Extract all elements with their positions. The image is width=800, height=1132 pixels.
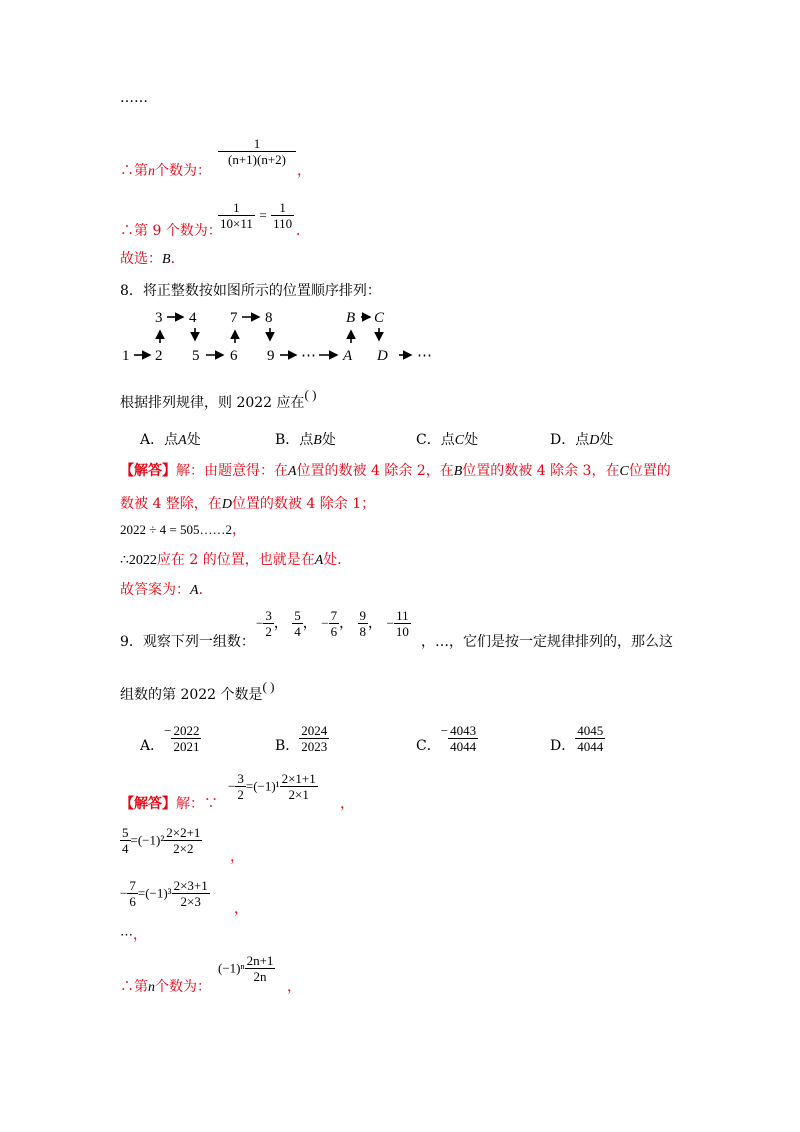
ellipsis-text: …… xyxy=(120,90,148,106)
step-rhs-num: 2×1+1 xyxy=(281,771,316,786)
q7-ninth-num: 1 xyxy=(233,200,240,215)
diagram-bottom-8: ⋯ xyxy=(417,348,432,364)
diagram-top-1: 4 xyxy=(189,310,197,326)
option-pre: 点 xyxy=(299,432,314,448)
q9-nth-formula xyxy=(218,954,275,983)
seq-sep: ， xyxy=(302,615,317,632)
q9-nth-var: n xyxy=(148,980,155,995)
q7-nth-den: (n+1)(n+2) xyxy=(218,151,296,166)
option-post: 处 xyxy=(186,432,201,448)
option-letter: A． xyxy=(140,738,165,754)
q8-calc-comma: ， xyxy=(231,522,246,538)
q7-ninth-label: ∴第 9 个数为： xyxy=(120,223,222,239)
seq-num: 7 xyxy=(330,608,338,623)
q8-calc-expr: 2022 ÷ 4 = 505……2 xyxy=(120,522,232,537)
diagram-bottom-7: D xyxy=(377,348,388,364)
step-pow: (−1)² xyxy=(137,832,165,848)
q9-option-a[interactable] xyxy=(140,724,201,753)
q9-step-1 xyxy=(228,772,318,801)
q8-ans-var-a: A xyxy=(288,464,297,479)
q7-ninth-expression xyxy=(218,201,294,230)
q8-concl-math: ∴2022 xyxy=(120,553,157,568)
q9-nth-line xyxy=(120,980,211,995)
diagram-bottom-4: 9 xyxy=(267,348,275,364)
answer-tag: 【解答】 xyxy=(120,796,176,812)
option-var: C xyxy=(454,433,465,448)
q7-nth-fraction xyxy=(218,137,296,166)
answer-tag: 【解答】 xyxy=(120,463,176,479)
q8-concl-a: 应在 2 的位置，也就是在 xyxy=(156,552,315,568)
seq-den: 10 xyxy=(395,624,409,639)
seq-sign: − xyxy=(256,615,264,631)
option-letter: D． xyxy=(550,738,576,754)
step-lhs-den: 2 xyxy=(237,787,244,802)
step-lhs-num: 7 xyxy=(129,878,136,893)
q9-paren: ( ) xyxy=(262,679,275,694)
step-rhs-num: 2×2+1 xyxy=(166,825,201,840)
step-sign: − xyxy=(120,885,128,901)
seq-num: 3 xyxy=(265,608,272,623)
seq-den: 4 xyxy=(294,624,301,639)
q7-choose-end: ． xyxy=(170,251,185,267)
q8-final-end: ． xyxy=(198,582,213,598)
option-den: 2021 xyxy=(173,739,200,754)
q9-step-3 xyxy=(120,879,210,908)
option-letter: C． xyxy=(416,738,441,754)
q9-option-b[interactable] xyxy=(275,724,329,753)
q8-concl-b: 处． xyxy=(323,552,352,568)
option-letter: C． xyxy=(416,432,441,448)
option-den: 4044 xyxy=(577,739,604,754)
seq-den: 8 xyxy=(359,624,367,639)
q7-choose-label: 故选： xyxy=(120,251,162,267)
q7-choose-line xyxy=(120,252,185,267)
q7-nth-line xyxy=(120,164,211,179)
diagram-bottom-3: 6 xyxy=(230,348,238,364)
q9-nth-suffix: 个数为： xyxy=(155,979,211,995)
option-post: 处 xyxy=(599,432,614,448)
q9-nth-num: 2n+1 xyxy=(246,953,274,968)
q7-nth-comma: ， xyxy=(297,163,311,179)
q9-dots-comma: ， xyxy=(133,927,147,943)
q9-stem-a: 9．观察下列一组数： xyxy=(120,634,255,650)
q8-answer-line2 xyxy=(120,497,375,512)
q8-option-c[interactable] xyxy=(416,433,478,448)
option-den: 4044 xyxy=(450,739,477,754)
q9-stem-c: 组数的第 2022 个数是 xyxy=(120,687,263,703)
diagram-bottom-5: ⋯ xyxy=(301,348,316,364)
option-post: 处 xyxy=(321,432,336,448)
diagram-top-5: C xyxy=(374,310,385,326)
diagram-bottom-0: 1 xyxy=(122,348,130,364)
q8-number-arrangement-diagram xyxy=(115,305,445,367)
q8-ans-var-c: C xyxy=(619,464,629,479)
q8-question-text: 根据排列规律，则 2022 应在 xyxy=(120,395,305,411)
q8-ans-l2-a: 数被 4 整除，在 xyxy=(120,496,222,512)
equals-sign: = xyxy=(137,885,146,901)
seq-den: 2 xyxy=(265,624,272,639)
step-pow: (−1)¹ xyxy=(253,778,280,794)
step-lhs-den: 4 xyxy=(122,841,129,856)
seq-num: 5 xyxy=(294,608,301,623)
q9-dots: ⋯ xyxy=(120,927,133,942)
equals-sign: = xyxy=(130,832,138,848)
seq-sep: ， xyxy=(273,615,288,632)
seq-sign: − xyxy=(321,615,329,631)
q7-ninth-num2: 1 xyxy=(279,200,286,215)
q8-paren: ( ) xyxy=(304,387,317,402)
q9-nth-den: 2n xyxy=(245,968,276,983)
q8-conclusion xyxy=(120,553,351,568)
step-rhs-num: 2×3+1 xyxy=(173,878,208,893)
option-letter: A． xyxy=(140,432,165,448)
diagram-bottom-2: 5 xyxy=(192,348,200,364)
seq-sep: ， xyxy=(339,615,354,632)
seq-sep: ， xyxy=(368,615,383,632)
q7-ninth-den: 10×11 xyxy=(220,216,253,231)
q8-ans-var-b: B xyxy=(453,464,463,479)
q7-nth-var: n xyxy=(148,164,155,179)
step-pow: (−1)³ xyxy=(145,885,172,901)
equals-sign: = xyxy=(245,778,254,794)
q9-stem-c-line xyxy=(120,679,275,703)
option-letter: B． xyxy=(275,738,300,754)
step-rhs-den: 2×2 xyxy=(164,840,202,855)
diagram-bottom-1: 2 xyxy=(155,348,163,364)
seq-sign: − xyxy=(386,615,394,631)
q9-dots-line xyxy=(120,928,147,942)
step-sign: − xyxy=(228,778,236,794)
q7-nth-suffix: 个数为： xyxy=(155,163,211,179)
q9-stem-b: ，…，它们是按一定规律排列的，那么这 xyxy=(421,634,673,650)
q9-option-c[interactable] xyxy=(416,724,478,753)
q8-final xyxy=(120,583,213,598)
option-post: 处 xyxy=(464,432,479,448)
q8-answer-line1 xyxy=(120,464,671,479)
q8-calc xyxy=(120,523,246,537)
step-rhs-den: 2×1 xyxy=(280,786,318,801)
diagram-top-2: 7 xyxy=(230,310,238,326)
step-lhs-den: 6 xyxy=(129,894,136,909)
option-pre: 点 xyxy=(164,432,179,448)
diagram-top-4: B xyxy=(346,310,356,326)
q7-nth-num: 1 xyxy=(253,136,261,151)
q9-step-2-comma: ， xyxy=(230,849,244,865)
q8-final-label: 故答案为： xyxy=(120,582,190,598)
q8-final-value: A xyxy=(190,583,199,598)
option-num: 4045 xyxy=(577,723,604,738)
diagram-bottom-6: A xyxy=(343,348,353,364)
q8-ans-text-a: 解：由题意得：在 xyxy=(176,463,288,479)
q8-question xyxy=(120,387,317,411)
option-pre: 点 xyxy=(440,432,455,448)
q8-ans-var-d: D xyxy=(221,497,232,512)
step-lhs-num: 3 xyxy=(237,771,244,786)
seq-num: 11 xyxy=(396,608,409,623)
q8-ans-text-b: 位置的数被 4 除余 2，在 xyxy=(296,463,454,479)
q8-ans-text-d: 位置的 xyxy=(628,463,671,479)
q8-option-a[interactable] xyxy=(140,433,201,448)
equals-sign: = xyxy=(259,207,267,223)
q9-option-d[interactable] xyxy=(550,724,605,753)
q9-nth-comma: ， xyxy=(287,979,301,995)
q7-nth-prefix: ∴第 xyxy=(120,163,148,179)
option-den: 2023 xyxy=(301,739,328,754)
q9-nth-pow: (−1)ⁿ xyxy=(218,960,245,976)
option-num: 2024 xyxy=(301,723,328,738)
q8-concl-var: A xyxy=(314,553,324,568)
option-var: B xyxy=(313,433,322,448)
q8-option-b[interactable] xyxy=(275,433,336,448)
diagram-top-0: 3 xyxy=(155,310,163,326)
q9-answer-tag-line xyxy=(120,797,218,811)
q9-ans-a: 解：∵ xyxy=(176,796,218,812)
q8-ans-l2-b: 位置的数被 4 除余 1； xyxy=(231,496,376,512)
diagram-top-3: 8 xyxy=(265,310,273,326)
seq-num: 9 xyxy=(359,608,367,623)
option-var: A xyxy=(178,433,187,448)
q8-option-d[interactable] xyxy=(550,433,613,448)
option-num: 2022 xyxy=(173,723,200,738)
q8-stem: 8．将正整数按如图所示的位置顺序排列： xyxy=(120,283,381,299)
q9-sequence xyxy=(256,609,411,638)
q7-ninth-period: ． xyxy=(296,223,310,239)
option-var: D xyxy=(589,433,600,448)
q8-ans-text-c: 位置的数被 4 除余 3，在 xyxy=(462,463,620,479)
option-num: 4043 xyxy=(450,723,477,738)
option-letter: B． xyxy=(275,432,300,448)
seq-den: 6 xyxy=(330,624,338,639)
q7-choose-value: B xyxy=(162,252,171,267)
q9-step-3-comma: ， xyxy=(234,901,248,917)
option-letter: D． xyxy=(550,432,576,448)
option-sign: − xyxy=(440,723,449,738)
step-lhs-num: 5 xyxy=(122,825,129,840)
step-rhs-den: 2×3 xyxy=(172,893,210,908)
q9-nth-prefix: ∴第 xyxy=(120,979,148,995)
q9-step-2 xyxy=(120,826,202,855)
option-sign: − xyxy=(164,723,172,738)
q7-ninth-den2: 110 xyxy=(273,216,293,231)
q9-step-1-comma: ， xyxy=(340,796,354,812)
option-pre: 点 xyxy=(575,432,590,448)
